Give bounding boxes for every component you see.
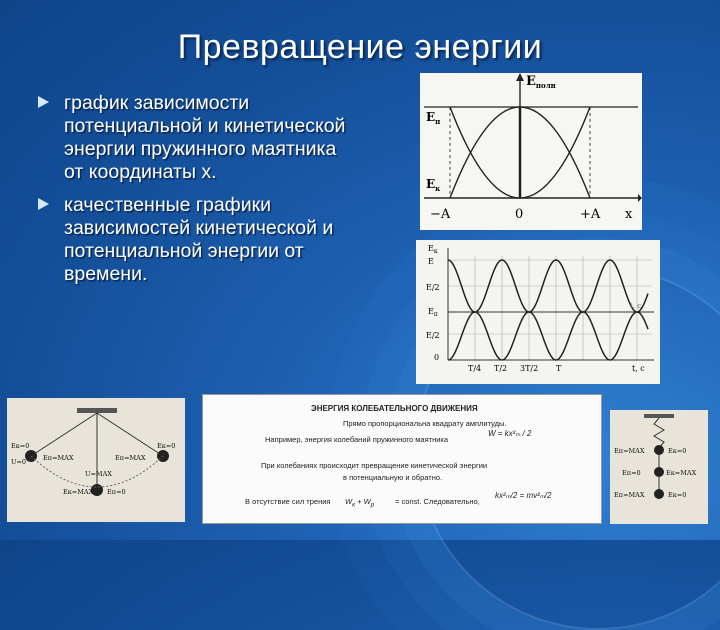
doc-line-3: При колебаниях происходит превращение кинетической энергии: [261, 461, 488, 470]
t-axis-label: t, с: [632, 364, 645, 373]
t-period-label: T: [556, 364, 562, 373]
spring-pendulum-diagram: [610, 410, 708, 524]
pivot-mount: [77, 408, 117, 413]
e-half-label-2: E/2: [426, 331, 440, 340]
plus-a-label: +A: [580, 207, 601, 222]
ek-label: $E_к$: [428, 244, 438, 255]
energy-coordinate-svg: [420, 73, 642, 230]
e-half-label: E/2: [426, 283, 440, 292]
t-three-half-label: 3T/2: [520, 364, 539, 373]
zero-label: 0: [515, 207, 524, 222]
bottom-left-label: Eп=MAX: [614, 491, 645, 499]
mid-weight: [654, 467, 664, 477]
doc-formula-1: W = kx²ₘ / 2: [488, 429, 532, 438]
spring-coil: [654, 418, 664, 448]
doc-line-4: в потенциальную и обратно.: [343, 473, 443, 482]
top-weight: [654, 445, 664, 455]
t-axis-label-upper: t, с: [630, 302, 642, 310]
right-emax-label: Eп=MAX: [115, 454, 146, 462]
doc-formula-3: kx²ₘ/2 = mv²ₘ/2: [495, 491, 552, 500]
energy-time-svg: [416, 240, 660, 384]
doc-heading: ЭНЕРГИЯ КОЛЕБАТЕЛЬНОГО ДВИЖЕНИЯ: [311, 404, 478, 413]
left-ek-label: Eк=0: [11, 442, 30, 450]
doc-line-2: Например, энергия колебаний пружинного маятника: [265, 435, 449, 444]
bottom-weight: [654, 489, 664, 499]
pendulum-svg: [7, 398, 185, 522]
potential-time-curve: [448, 312, 648, 360]
bullet-arrow-icon: [38, 96, 49, 108]
energy-coordinate-graph: [420, 73, 642, 230]
spring-svg: [610, 410, 708, 524]
left-emax-label: Eп=MAX: [43, 454, 74, 462]
e-axis-arrow: [516, 73, 524, 81]
doc-formula-2: $W_к + W_р$: [345, 497, 375, 509]
bullet-text: график зависимости потенциальной и кинетической энергии пружинного маятника от координаты x.: [64, 92, 346, 183]
zero-label: 0: [434, 353, 440, 362]
doc-line-1: Прямо пропорциональна квадрату амплитуды.: [343, 419, 507, 428]
e-top-label: E: [428, 257, 434, 266]
bottom-right-label: Eк=0: [668, 491, 687, 499]
doc-line-5b: = const. Следовательно,: [395, 497, 480, 506]
right-ek-label: Eк=0: [157, 442, 176, 450]
e-total-label: $E_{полн}$: [526, 74, 556, 90]
bullet-item: [38, 194, 358, 286]
ep-label: $E_п$: [428, 307, 438, 318]
ek-label: $E_к$: [426, 177, 441, 193]
energy-time-graph: [416, 240, 660, 384]
left-u-label: U=0: [11, 458, 27, 466]
slide-title: Превращение энергии: [177, 28, 543, 66]
pendulum-diagram: [7, 398, 185, 522]
bottom-emax-label: Eк=MAX: [63, 488, 94, 496]
right-thread: [97, 413, 163, 456]
bullet-text: качественные графики зависимостей кинетической и потенциальной энергии от времени.: [64, 194, 334, 285]
spring-mount: [644, 414, 674, 418]
doc-line-5: В отсутствие сил трения: [245, 497, 331, 506]
textbook-excerpt: [202, 394, 602, 524]
ep-label: $E_п$: [426, 110, 441, 126]
x-axis-label: x: [625, 207, 633, 222]
top-right-label: Eк=0: [668, 447, 687, 455]
bottom-ep-label: Eп=0: [107, 488, 126, 496]
t-quarter-label: T/4: [468, 364, 482, 373]
left-thread: [31, 413, 97, 456]
grid: [448, 256, 652, 360]
mid-left-label: Eп=0: [622, 469, 641, 477]
bullet-list: [38, 92, 358, 296]
bullet-arrow-icon: [38, 198, 49, 210]
bullet-item: [38, 92, 358, 184]
t-half-label: T/2: [494, 364, 508, 373]
top-left-label: Eп=MAX: [614, 447, 645, 455]
x-axis-arrow: [638, 194, 642, 202]
mid-right-label: Eк=MAX: [666, 469, 697, 477]
minus-a-label: −A: [430, 207, 451, 222]
u-max-label: U=MAX: [85, 470, 112, 478]
